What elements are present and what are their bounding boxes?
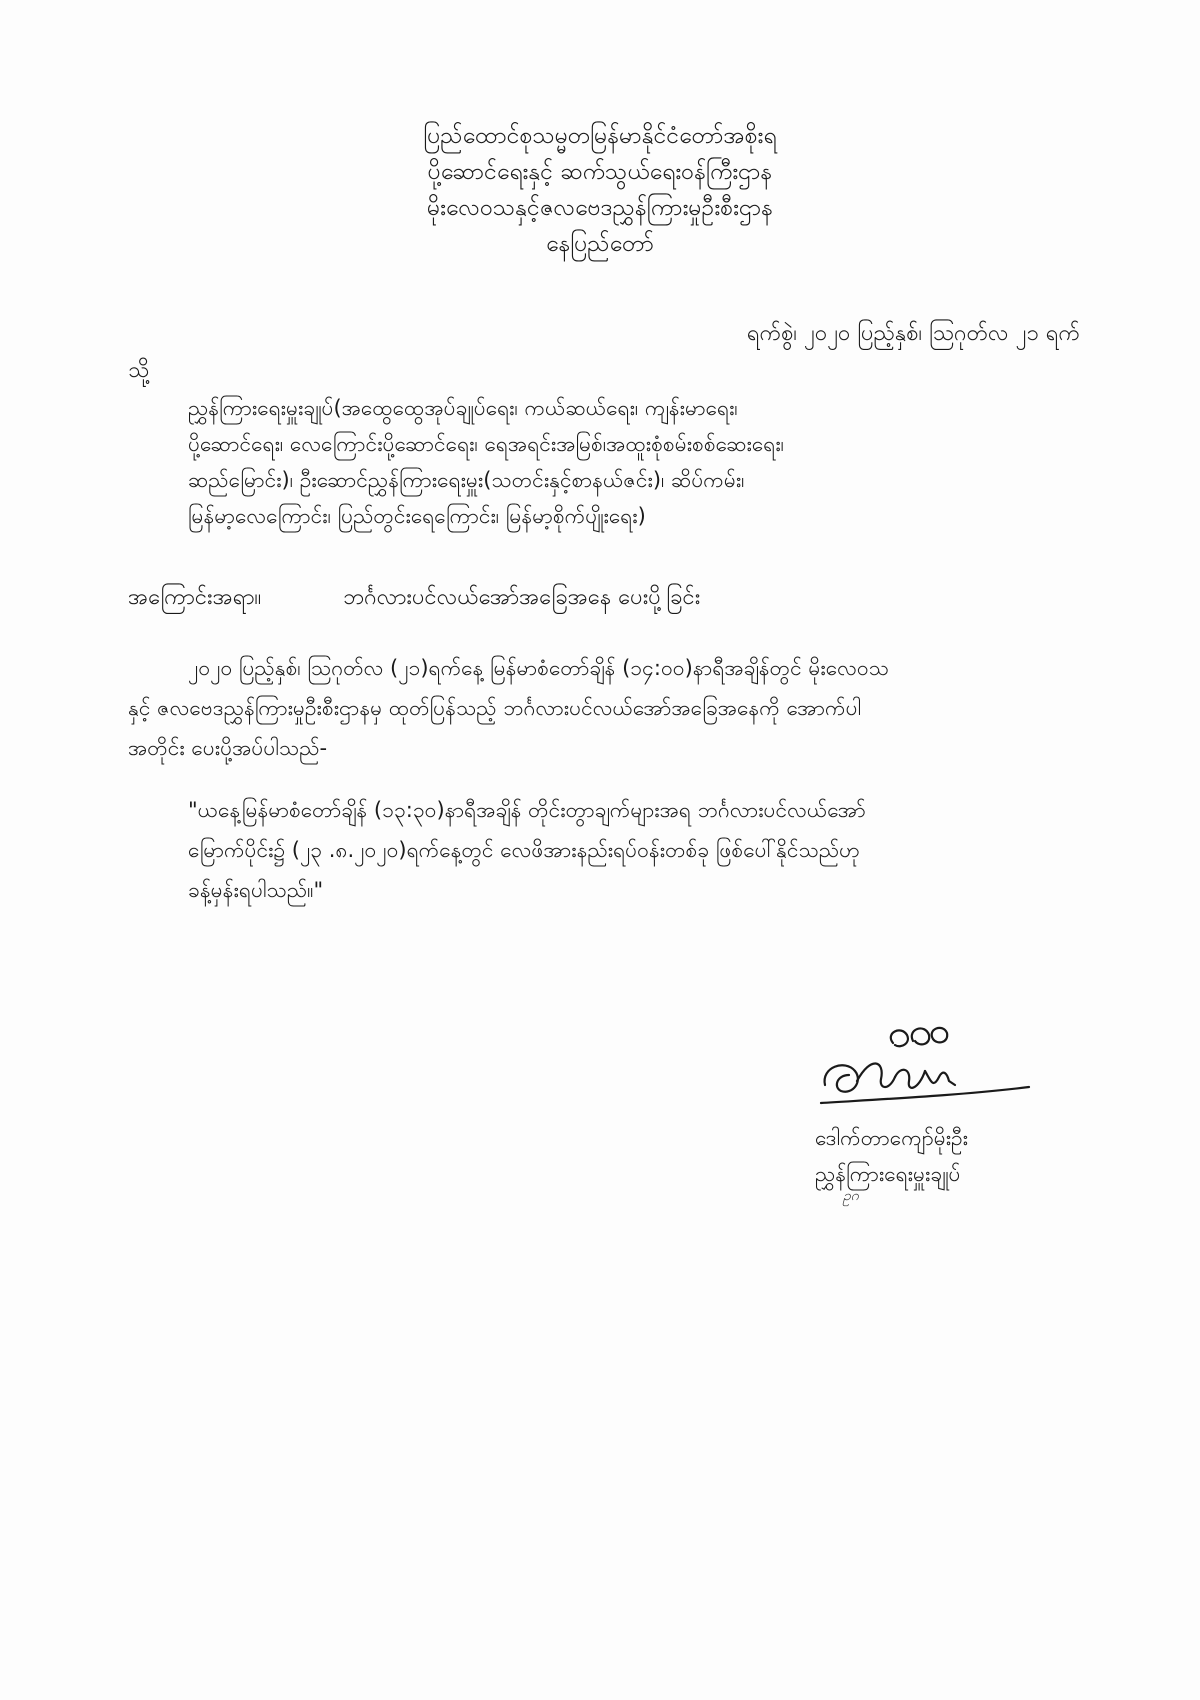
letterhead-ministry: ပို့ဆောင်ရေးနှင့် ဆက်သွယ်ရေးဝန်ကြီးဌာန	[427, 159, 773, 185]
letterhead-city: နေပြည်တော်	[546, 231, 654, 257]
signature-block	[815, 1015, 1095, 1207]
recipients-line: မြန်မာ့လေကြောင်း၊ ပြည်တွင်းရေကြောင်း၊ မြန်မာ့စိုက်ပျိုးရေး)	[188, 504, 646, 528]
recipients	[188, 390, 1088, 534]
handwritten-signature	[815, 1015, 1035, 1120]
forecast-quote	[188, 790, 1088, 910]
body-paragraph	[128, 648, 1088, 768]
quote-line: မြောက်ပိုင်း၌ (၂၃ .၈.၂၀၂၀)ရက်နေ့တွင် လေဖိအားနည်းရပ်ဝန်းတစ်ခု ဖြစ်ပေါ်နိုင်သည်ဟု	[188, 838, 860, 862]
to-label: သို့	[128, 358, 150, 383]
recipients-line: ဆည်မြောင်း)၊ ဦးဆောင်ညွှန်ကြားရေးမှူး(သတင်းနှင့်စာနယ်ဇင်း)၊ ဆိပ်ကမ်း၊	[188, 468, 745, 492]
subject-line	[128, 582, 1088, 615]
reference-date: ရက်စွဲ၊ ၂၀၂၀ ပြည့်နှစ်၊ ဩဂုတ်လ ၂၁ ရက်	[747, 321, 1080, 346]
signer-name: ဒေါက်တာကျော်မိုးဦး	[815, 1126, 969, 1150]
signer-initials: ဥဂ	[843, 1188, 859, 1204]
recipients-line: ပို့ဆောင်ရေး၊ လေကြောင်းပို့ဆောင်ရေး၊ ရေအရင်းအမြစ်၊အထူးစုံစမ်းစစ်ဆေးရေး၊	[188, 432, 784, 456]
letterhead-department: မိုးလေဝသနှင့်ဇလဗေဒညွှန်ကြားမှုဦးစီးဌာန	[426, 195, 774, 221]
letterhead	[300, 118, 900, 262]
body-line: နှင့် ဇလဗေဒညွှန်ကြားမှုဦးစီးဌာနမှ ထုတ်ပြန်သည့် ဘင်္ဂလားပင်လယ်အော်အခြေအနေကို အောက်ပါ	[128, 696, 862, 720]
letterhead-government: ပြည်ထောင်စုသမ္မတမြန်မာနိုင်ငံတော်အစိုးရ	[423, 123, 777, 149]
quote-line: "ယနေ့မြန်မာစံတော်ချိန် (၁၃:၃၀)နာရီအချိန် တိုင်းတွာချက်များအရ ဘင်္ဂလားပင်လယ်အော်	[188, 798, 866, 822]
body-line: အတိုင်း ပေးပို့အပ်ပါသည်-	[128, 736, 328, 760]
subject-label: အကြောင်းအရာ။	[128, 585, 262, 610]
recipients-line: ညွှန်ကြားရေးမှူးချုပ်(အထွေထွေအုပ်ချုပ်ရေး၊ ကယ်ဆယ်ရေး၊ ကျန်းမာရေး၊	[188, 396, 738, 420]
subject-text: ဘင်္ဂလားပင်လယ်အော်အခြေအနေ ပေးပို့ခြင်း	[343, 585, 701, 610]
body-line: ၂၀၂၀ ပြည့်နှစ်၊ ဩဂုတ်လ (၂၁)ရက်နေ့ မြန်မာစံတော်ချိန် (၁၄:၀၀)နာရီအချိန်တွင် မိုးလေဝသ	[188, 656, 889, 680]
quote-line: ခန့်မှန်းရပါသည်။"	[188, 878, 324, 902]
signer-title: ညွှန်ကြားရေးမှူးချုပ်	[815, 1162, 961, 1186]
